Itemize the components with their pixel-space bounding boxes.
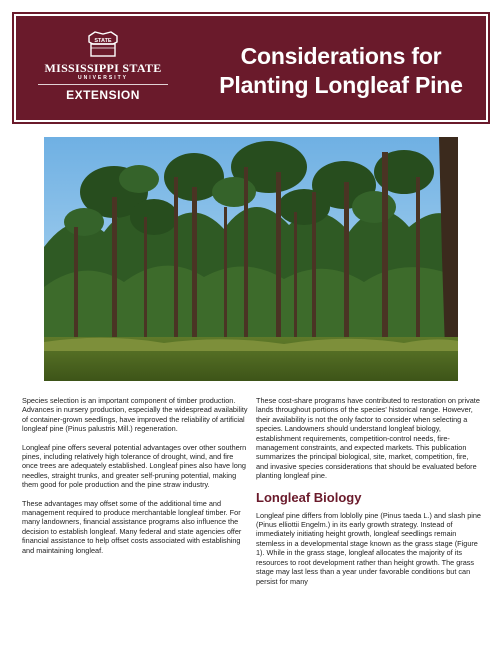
msu-seal-icon [85, 30, 121, 60]
page-title [196, 42, 486, 100]
title-line-1: Considerations for [240, 43, 442, 69]
paragraph: These cost-share programs have contributed to restoration on private lands throughout portions of the species' historical range. However, their availability is not the only factor to consider when selecting a species. Landowners should understand longleaf biology, establishment requirements, competition-control needs, fire-management constraints, and expected markets. This publication summarizes the principal biological, site, market, competition, fire, and invasive species considerations that should be evaluated before planting longleaf pine. [256, 396, 480, 481]
paragraph: Longleaf pine differs from loblolly pine (Pinus taeda L.) and slash pine (Pinus elliottii Engelm.) in its early growth strategy. Instead of immediately initiating height growth, longleaf seedlings remain stemless in a developmental stage known as the grass stage (Figure 1). While in the grass stage, longleaf allocates the majority of its resources to root development rather than height growth. The grass stage may last less than a year under favorable conditions but can persist for many [256, 510, 481, 586]
paragraph: These advantages may offset some of the additional time and management required to produce merchantable longleaf timber. For many landowners, financial assistance programs also influence the decision to establish longleaf. Many federal and state agencies offer financial assistance to help offset costs associated with establishing and maintaining longleaf. [22, 498, 242, 555]
right-column [256, 396, 482, 586]
longleaf-pine-photo [44, 137, 458, 381]
title-line-2: Planting Longleaf Pine [219, 72, 463, 98]
left-column [22, 396, 248, 555]
logo-university-sub: UNIVERSITY [77, 75, 128, 81]
paragraph: Longleaf pine offers several potential advantages over other southern pines, including relatively high tolerance of drought, wind, and fire once trees are adequately established. Longleaf pines also have long needles, straight trunks, and greater self-pruning potential, making them good for pole production and the pine straw industry. [22, 442, 247, 490]
paragraph: Species selection is an important component of timber production. Advances in nursery production, especially the widespread availability of container-grown seedlings, have improved the reliability of artificial longleaf pine (Pinus palustris Mill.) regeneration. [22, 396, 248, 434]
header-banner [14, 14, 488, 122]
msu-extension-logo [28, 30, 178, 112]
section-heading: Longleaf Biology [256, 489, 362, 505]
logo-university: MISSISSIPPI STATE [44, 61, 162, 75]
logo-divider [38, 84, 168, 85]
svg-text:STATE: STATE [94, 38, 112, 44]
logo-extension: EXTENSION [66, 88, 140, 102]
